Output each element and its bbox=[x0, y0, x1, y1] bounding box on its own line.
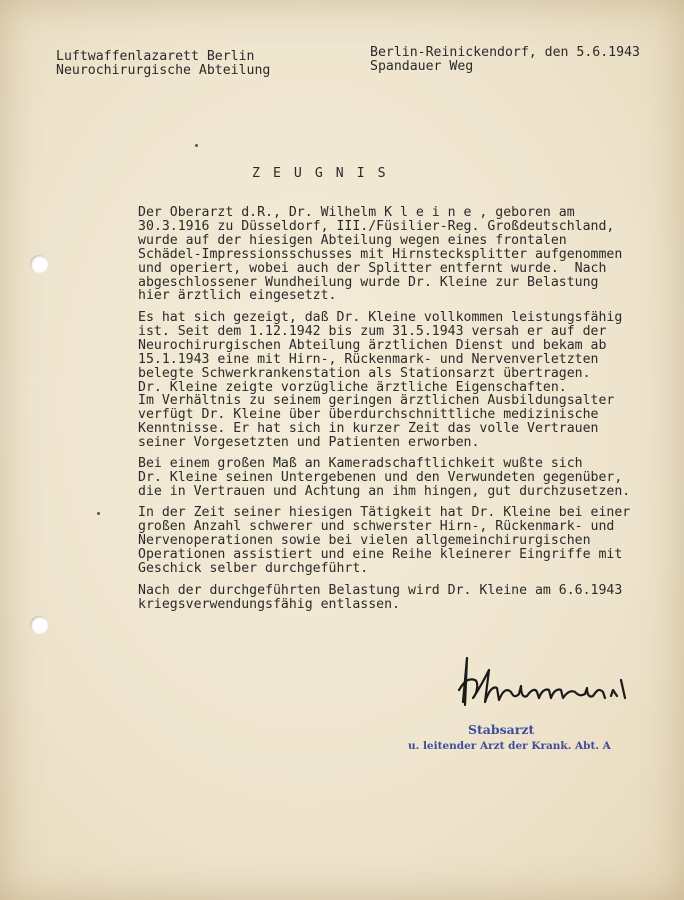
text-line: und operiert, wobei auch der Splitter entfernt wurde. Nach bbox=[138, 260, 607, 276]
paragraph-2 bbox=[138, 311, 678, 450]
sender-address bbox=[56, 50, 270, 78]
text-line: Dr. Kleine zeigte vorzügliche ärztliche Eigenschaften. bbox=[138, 379, 567, 395]
paragraph-5 bbox=[138, 584, 678, 612]
stamp-subtitle: u. leitender Arzt der Krank. Abt. A bbox=[408, 740, 611, 752]
place-date-line: Spandauer Weg bbox=[370, 58, 474, 74]
text-line: Nach der durchgeführten Belastung wird Dr. Kleine am 6.6.1943 bbox=[138, 583, 623, 598]
text-line: Schädel-Impressionsschusses mit Hirnstecksplitter aufgenommen bbox=[138, 246, 623, 262]
sender-line: Neurochirurgische Abteilung bbox=[56, 62, 271, 78]
text-line: hier ärztlich eingesetzt. bbox=[138, 288, 337, 304]
text-line: 30.3.1916 zu Düsseldorf, III./Füsilier-Reg. Großdeutschland, bbox=[138, 218, 615, 234]
ink-speck bbox=[195, 144, 198, 147]
place-date-line: Berlin-Reinickendorf, den 5.6.1943 bbox=[370, 45, 640, 60]
text-line: abgeschlossener Wundheilung wurde Dr. Kleine zur Belastung bbox=[138, 274, 599, 290]
text-line: ist. Seit dem 1.12.1942 bis zum 31.5.1943 versah er auf der bbox=[138, 323, 607, 339]
punch-hole-bottom bbox=[30, 616, 48, 634]
paragraph-3 bbox=[138, 457, 678, 499]
text-line: wurde auf der hiesigen Abteilung wegen eines frontalen bbox=[138, 232, 567, 248]
text-line: kriegsverwendungsfähig entlassen. bbox=[138, 596, 401, 612]
text-line: Dr. Kleine seinen Untergebenen und den Verwundeten gegenüber, bbox=[138, 469, 623, 485]
text-line: Im Verhältnis zu seinem geringen ärztlichen Ausbildungsalter bbox=[138, 393, 615, 409]
text-line: Geschick selber durchgeführt. bbox=[138, 560, 369, 576]
handwritten-signature bbox=[455, 650, 635, 710]
text-line: 15.1.1943 eine mit Hirn-, Rückenmark- und Nervenverletzten bbox=[138, 351, 599, 367]
ink-speck bbox=[97, 512, 100, 515]
text-line: großen Anzahl schwerer und schwerster Hirn-, Rückenmark- und bbox=[138, 518, 615, 534]
text-line: Kenntnisse. Er hat sich in kurzer Zeit das volle Vertrauen bbox=[138, 421, 599, 437]
text-line: die in Vertrauen und Achtung an ihm hingen, gut durchzusetzen. bbox=[138, 483, 631, 499]
stamp-title: Stabsarzt bbox=[468, 722, 535, 737]
text-line: verfügt Dr. Kleine über überdurchschnittliche medizinische bbox=[138, 407, 599, 423]
text-line: Neurochirurgischen Abteilung ärztlichen Dienst und bekam ab bbox=[138, 337, 607, 353]
place-date bbox=[370, 46, 640, 74]
document-title: ZEUGNIS bbox=[252, 166, 399, 181]
sender-line: Luftwaffenlazarett Berlin bbox=[56, 49, 255, 64]
paragraph-1 bbox=[138, 206, 678, 303]
text-line: seiner Vorgesetzten und Patienten erworben. bbox=[138, 435, 480, 451]
text-line: Bei einem großen Maß an Kameradschaftlichkeit wußte sich bbox=[138, 456, 583, 471]
text-line: Der Oberarzt d.R., Dr. Wilhelm K l e i n e , geboren am bbox=[138, 205, 575, 220]
text-line: Nervenoperationen sowie bei vielen allgemeinchirurgischen bbox=[138, 532, 591, 548]
punch-hole-top bbox=[30, 255, 48, 273]
text-line: Operationen assistiert und eine Reihe kleinerer Eingriffe mit bbox=[138, 546, 623, 562]
text-line: In der Zeit seiner hiesigen Tätigkeit hat Dr. Kleine bei einer bbox=[138, 505, 631, 520]
paragraph-4 bbox=[138, 506, 678, 576]
text-line: Es hat sich gezeigt, daß Dr. Kleine vollkommen leistungsfähig bbox=[138, 310, 623, 325]
text-line: belegte Schwerkrankenstation als Stationsarzt übertragen. bbox=[138, 365, 591, 381]
